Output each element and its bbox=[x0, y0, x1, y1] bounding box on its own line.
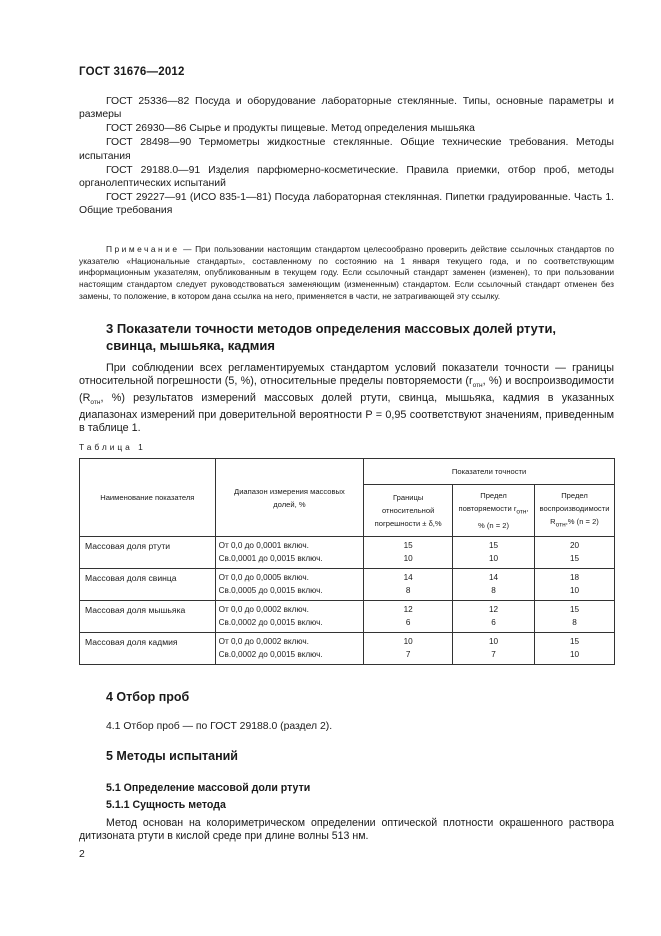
table-row: Массовая доля кадмия От 0,0 до 0,0002 включ. Св.0,0002 до 0,0015 включ. 10 7 10 7 15 10 bbox=[80, 633, 615, 665]
col-header-group: Показатели точности bbox=[364, 459, 615, 485]
col-header-repeatability: Предел повторяемости $r_{отн}$, % (n = 2) bbox=[453, 485, 535, 537]
note-label: Примечание bbox=[106, 244, 180, 254]
accuracy-table bbox=[79, 458, 615, 665]
col-header-name: Наименование показателя bbox=[80, 459, 216, 537]
subsection-5-1-1-heading: 5.1.1 Сущность метода bbox=[106, 799, 226, 811]
col-header-delta: Границы относительной погрешности ± δ,% bbox=[364, 485, 453, 537]
note-block bbox=[79, 244, 614, 303]
normative-references bbox=[79, 95, 614, 218]
subsection-5-1-heading: 5.1 Определение массовой доли ртути bbox=[106, 782, 311, 794]
table-label: Таблица 1 bbox=[79, 442, 146, 452]
table-row: Массовая доля мышьяка От 0,0 до 0,0002 включ. Св.0,0002 до 0,0015 включ. 12 6 12 6 15 8 bbox=[80, 601, 615, 633]
table-row: Массовая доля свинца От 0,0 до 0,0005 включ. Св.0,0005 до 0,0015 включ. 14 8 14 8 18 10 bbox=[80, 569, 615, 601]
col-header-range: Диапазон измерения массовых долей, % bbox=[215, 459, 364, 537]
col-header-reproducibility: Предел воспроизводимости $R_{отн},\%$ (n = 2) bbox=[534, 485, 614, 537]
section-5-paragraph: Метод основан на колориметрическом определении оптической плотности окрашенного раствора дитизоната ртути в кислой среде при длине волны 513 нм. bbox=[79, 817, 614, 842]
section-4-heading: 4 Отбор проб bbox=[106, 690, 190, 704]
document-header: ГОСТ 31676—2012 bbox=[79, 66, 185, 78]
section-5-heading: 5 Методы испытаний bbox=[106, 749, 238, 763]
note-text: — При пользовании настоящим стандартом целесообразно проверить действие ссылочных стандартов по указателю «Национальные стандарты», составленному по состоянию на 1 января текущего года, и по соответствующим информационным указателям, опубликованным в текущем году. Если ссылочный стандарт заменен (изменен), то при пользовании настоящим стандартом следует руководствоваться заменяющим (измененным) стандартом. Если ссылочный стандарт отменен без замены, то положение, в котором дана ссылка на него, применяется в части, не затрагивающей эту ссылку. bbox=[79, 244, 615, 301]
reference-item: ГОСТ 26930—86 Сырье и продукты пищевые. Метод определения мышьяка bbox=[106, 123, 475, 135]
section-3-heading: 3 Показатели точности методов определения массовых долей ртути, свинца, мышьяка, кадмия bbox=[106, 321, 557, 353]
reference-item: ГОСТ 25336—82 Посуда и оборудование лабораторные стеклянные. Типы, основные параметры и размеры bbox=[79, 96, 614, 121]
section-4-item: 4.1 Отбор проб — по ГОСТ 29188.0 (раздел 2). bbox=[106, 721, 333, 732]
reference-item: ГОСТ 29188.0—91 Изделия парфюмерно-косметические. Правила приемки, отбор проб, методы органолептических испытаний bbox=[79, 164, 614, 189]
reference-item: ГОСТ 29227—91 (ИСО 835-1—81) Посуда лабораторная стеклянная. Пипетки градуированные. Часть 1. Общие требования bbox=[79, 191, 614, 217]
section-3-paragraph: При соблюдении всех регламентируемых стандартом условий показатели точности — границы относительной погрешности (5, %), относительные пределы повторяемости ($r_{отн}$, %) и воспроизводимости ($R_{отн}$, %) результатов измерений массовых долей ртути, свинца, мышьяка, кадмия в указанных диапазонах измерений при доверительной вероятности P = 0,95 соответствуют значениям, приведенным в таблице 1. bbox=[79, 362, 614, 435]
reference-item: ГОСТ 28498—90 Термометры жидкостные стеклянные. Общие технические требования. Методы испытания bbox=[79, 137, 614, 162]
table-row: Массовая доля ртути От 0,0 до 0,0001 включ. Св.0,0001 до 0,0015 включ. 15 10 15 10 20 15 bbox=[80, 537, 615, 569]
page-number: 2 bbox=[79, 849, 85, 860]
